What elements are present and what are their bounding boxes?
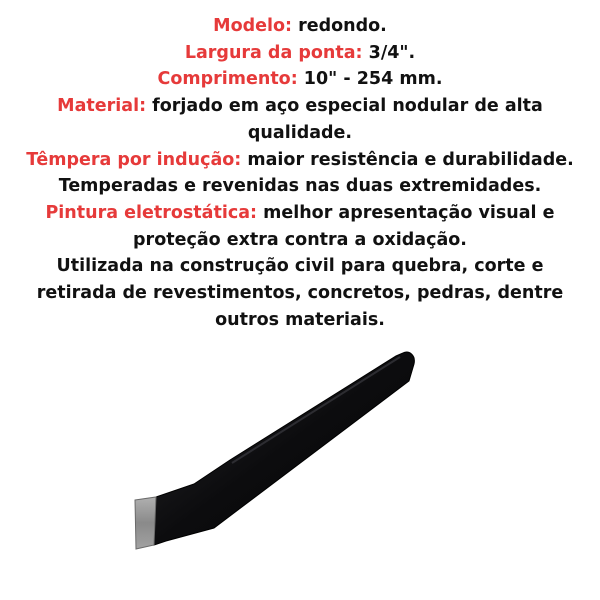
spec-label: Pintura eletrostática:	[45, 202, 258, 223]
spec-value: retirada de revestimentos, concretos, pedras, dentre	[36, 283, 564, 304]
spec-value: forjado em aço especial nodular de alta	[146, 96, 543, 117]
spec-value: redondo.	[292, 16, 387, 36]
spec-line-material-cont	[0, 120, 600, 147]
chisel-image	[0, 345, 600, 600]
spec-line-comprimento	[0, 66, 600, 93]
spec-label: Largura da ponta:	[184, 42, 363, 63]
spec-line-uso-2	[0, 280, 600, 307]
spec-value: proteção extra contra a oxidação.	[133, 229, 467, 250]
spec-value: 10" - 254 mm.	[297, 69, 443, 90]
spec-label: Modelo:	[213, 16, 293, 36]
spec-line-modelo	[0, 13, 600, 40]
spec-line-largura	[0, 40, 600, 67]
spec-label: Têmpera por indução:	[26, 149, 242, 170]
spec-value: Temperadas e revenidas nas duas extremidades.	[58, 176, 542, 197]
product-specs	[0, 13, 600, 333]
chisel-tip	[135, 497, 156, 549]
chisel-body	[154, 352, 414, 545]
spec-value: outros materiais.	[215, 309, 385, 330]
spec-value: maior resistência e durabilidade.	[241, 149, 574, 170]
spec-label: Material:	[57, 96, 147, 117]
spec-value: qualidade.	[247, 122, 353, 143]
spec-line-tempera	[0, 147, 600, 174]
spec-line-uso-3	[0, 307, 600, 334]
spec-value: 3/4".	[362, 42, 416, 63]
spec-value: Utilizada na construção civil para quebra, corte e	[56, 256, 544, 277]
spec-line-pintura	[0, 200, 600, 227]
spec-line-pintura-cont	[0, 227, 600, 254]
spec-label: Comprimento:	[157, 69, 298, 90]
spec-line-tempera-cont	[0, 173, 600, 200]
spec-line-material	[0, 93, 600, 120]
spec-line-uso-1	[0, 253, 600, 280]
spec-value: melhor apresentação visual e	[257, 202, 555, 223]
